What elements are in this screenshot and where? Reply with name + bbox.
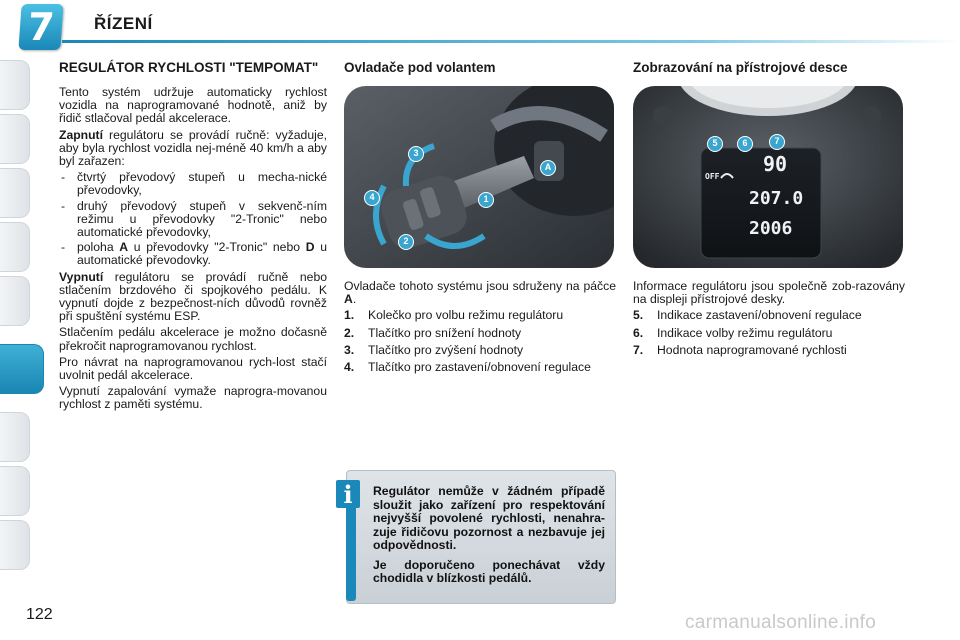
callout-7: 7 [769,134,785,150]
paragraph-stalk-intro [344,280,616,306]
label-switch-off: Vypnutí [59,269,104,284]
item-number: 2. [344,325,355,340]
condition-text: u automatické převodovky. [77,240,327,268]
list-item: - čtvrtý převodový stupeň u mecha-nické převodovky, [59,171,327,197]
position-a: A [119,240,129,255]
paragraph-switch-off [59,271,327,324]
callout-6: 6 [737,136,753,152]
display-trip: 207.0 [749,188,804,209]
list-item [633,327,905,340]
paragraph-ignition: Vypnutí zapalování vymaže naprogra-movanou rychlost z paměti systému. [59,384,327,412]
display-speed: 90 [763,152,788,176]
item-text: Tlačítko pro zvýšení hodnoty [368,342,524,357]
chapter-tab[interactable] [0,466,30,516]
callout-1: 1 [478,192,494,208]
item-number: 4. [344,360,355,375]
display-off-text: OFF [705,172,720,181]
item-text: Kolečko pro volbu režimu regulátoru [368,308,564,323]
info-text-warning: Regulátor nemůže v žádném případě sloužit jako zařízení pro respektování nejvyšší povolené rychlosti, nenahra-zuje řidičovu pozornost a nezbavuje jej odpovědnosti. [373,484,605,552]
steering-stalk-photo [344,86,614,268]
item-text: Tlačítko pro snížení hodnoty [368,325,522,340]
paragraph-display-intro: Informace regulátoru jsou společně zob-razovány na displeji přístrojové desky. [633,279,905,307]
paragraph-intro: Tento systém udržuje automaticky rychlost vozidla na naprogramované hodnotě, aniž by řidič stlačoval pedál akcelerace. [59,85,327,126]
list-item [633,309,905,322]
list-item [59,241,327,267]
list-item [344,309,616,322]
stalk-letter-a: A [344,292,353,307]
callout-2: 2 [398,234,414,250]
callout-a: A [540,160,556,176]
item-text: Tlačítko pro zastavení/obnovení regulace [368,360,591,375]
stalk-intro-text: . [352,292,357,307]
info-icon: i [336,480,360,508]
section-title-steering-controls: Ovladače pod volantem [344,60,496,75]
paragraph-return: Pro návrat na naprogramovanou rych-lost stačí uvolnit pedál akcelerace. [59,354,327,383]
condition-text: u převodovky "2-Tronic" nebo [128,240,306,255]
chapter-tab-strip [0,60,30,580]
section-title-cruise-control: REGULÁTOR RYCHLOSTI "TEMPOMAT" [59,60,319,75]
list-item [344,327,616,340]
list-item [633,344,905,357]
chapter-tab[interactable] [0,168,30,218]
list-item: - druhý převodový stupeň v sekvenč-ním režimu u převodovky "2-Tronic" nebo automatické převodovky, [59,200,327,240]
column-instrument-display [633,60,905,361]
list-item [344,361,616,374]
page-number: 122 [26,606,53,623]
item-text: Indikace volby režimu regulátoru [657,325,833,340]
steering-stalk-illustration [344,86,614,268]
item-number: 6. [633,325,644,340]
text-switch-on: regulátoru se provádí ručně: vyžaduje, aby byla rychlost vozidla nej-méně 40 km/h a aby byl zařazen: [59,127,327,169]
position-d: D [305,240,315,255]
item-text: Hodnota naprogramované rychlosti [657,342,847,357]
chapter-tab[interactable] [0,222,30,272]
text-switch-off: regulátoru se provádí ručně nebo stlačením brzdového či spojkového pedálu. K vypnutí dojde z bezpečnost-ních důvodů rovněž při spuštění systému ESP. [59,269,327,324]
section-title-instrument-display: Zobrazování na přístrojové desce [633,60,848,75]
item-text: Indikace zastavení/obnovení regulace [657,308,862,323]
label-switch-on: Zapnutí [59,127,104,142]
item-number: 5. [633,308,644,323]
chapter-tab-active[interactable] [0,344,44,394]
info-text-advice: Je doporučeno ponechávat vždy chodidla v blízkosti pedálů. [373,557,605,585]
chapter-number-badge: 7 [18,4,63,50]
paragraph-switch-on [59,129,327,169]
chapter-tab[interactable] [0,60,30,110]
controls-list [344,309,616,374]
condition-text: poloha [77,240,120,255]
chapter-tab[interactable] [0,412,30,462]
display-total: 2006 [749,218,793,239]
display-indicators-list [633,309,905,357]
item-number: 7. [633,342,644,357]
instrument-panel-illustration [633,86,903,268]
chapter-tab[interactable] [0,114,30,164]
watermark: carmanualsonline.info [685,612,877,633]
paragraph-accelerator: Stlačením pedálu akcelerace je možno dočasně překročit naprogramovanou rychlost. [59,325,327,353]
list-item [344,344,616,357]
chapter-title: ŘÍZENÍ [94,14,153,33]
header-rule [62,40,960,43]
callout-4: 4 [364,190,380,206]
stalk-intro-text: Ovladače tohoto systému jsou sdruženy na páčce [344,279,616,293]
conditions-list [59,171,327,267]
item-number: 1. [344,308,355,323]
info-box [346,470,616,604]
column-steering-controls [344,60,616,378]
column-cruise-control [59,60,327,415]
chapter-tab[interactable] [0,276,30,326]
instrument-panel-photo [633,86,903,268]
callout-3: 3 [408,146,424,162]
chapter-tab[interactable] [0,520,30,570]
callout-5: 5 [707,136,723,152]
item-number: 3. [344,342,355,357]
